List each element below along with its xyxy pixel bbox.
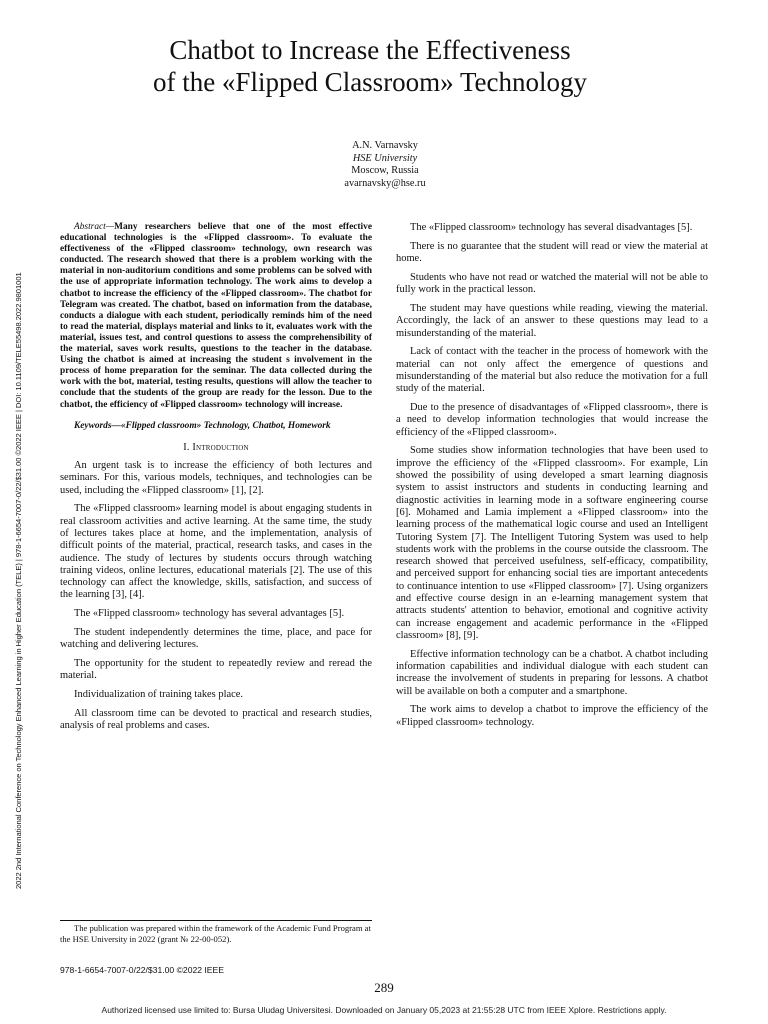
paragraph: The opportunity for the student to repeatedly review and reread the material. <box>60 658 372 682</box>
paragraph: The student independently determines the time, place, and pace for watching and delivering lectures. <box>60 627 372 651</box>
right-column <box>396 222 708 735</box>
paragraph: Individualization of training takes place. <box>74 689 243 701</box>
abstract-lead: Abstract— <box>74 222 115 232</box>
paragraph: The «Flipped classroom» technology has several disadvantages [5]. <box>410 222 693 233</box>
footnote: The publication was prepared within the framework of the Academic Fund Program at the HSE University in 2022 (grant № 22-00-052). <box>60 923 371 944</box>
author-location: Moscow, Russia <box>351 165 419 177</box>
isbn-line: 978-1-6654-7007-0/22/$31.00 ©2022 IEEE <box>60 965 225 975</box>
left-column <box>60 222 372 739</box>
conference-sidebar: 2022 2nd International Conference on Technology Enhanced Learning in Higher Education (TELE) | 978-1-6654-7007-0/22/$31.00 ©2022 IEEE | DOI: 10.1109/TELE55498.2022.9801001 <box>14 272 23 889</box>
paragraph: The work aims to develop a chatbot to improve the efficiency of the «Flipped classroom» technology. <box>396 704 708 728</box>
keywords: Keywords—«Flipped classroom» Technology, Chatbot, Homework <box>74 420 331 431</box>
footnote-divider <box>60 920 372 921</box>
paragraph: Lack of contact with the teacher in the process of homework with the material can not only affect the emergence of questions and misunderstanding of the material but also reduce the motivation for a full study of the material. <box>396 346 708 395</box>
paragraph: Some studies show information technologies that have been used to improve the efficiency of the «Flipped classroom». For example, Lin showed the possibility of using developed a smart learning diagnosis system to assist instructors and students in conducting learning and diagnostic activities in learning mode in a software engineering course [6]. Mohamed and Lamia implement a «Flipped classroom» into the learning process of the mathematical logic course and used an Intelligent Tutoring System [7]. The Intelligent Tutoring System was used to help students work with the problems in the course outside the classroom. The research showed that perceived usefulness, self-efficacy, compatibility, and perceived support for enhancing social ties are important antecedents to continuance intention to use «Flipped classroom» [7]. Using organizers and effective course design in an e-learning management system that attracts students' attention to behavior, emotional and cognitive activity can increase engagement and academic performance in the «Flipped classroom» [8], [9]. <box>396 445 708 641</box>
abstract-text: Many researchers believe that one of the most effective educational technologies is the «Flipped classroom». To evaluate the effectiveness of the «Flipped classroom» technology, own research was conducted. The research showed that there is a problem working with the material in non-auditorium conditions and some problems can be solved with the use of appropriate information technology. The work aims to develop a chatbot to increase the efficiency of the «Flipped classroom». The chatbot for Telegram was created. The chatbot, based on information from the database, conducts a dialogue with each student, periodically reminds him of the need to read the material, displays material and links to it, evaluates work with the material, issues test, and control questions to assess the comprehensibility of the material, saves work results, questions to the teacher in the database. Using the chatbot is aimed at increasing the student s involvement in the process of home preparation for the seminar. The data collected during the work with the bot, material, testing results, questions will allow the teacher to conclude that the students of the group are ready for the lesson. Due to the chatbot, the efficiency of «Flipped classroom» technology will increase. <box>60 222 372 410</box>
paragraph: All classroom time can be devoted to practical and research studies, analysis of real problems and cases. <box>60 708 372 732</box>
paragraph: The student may have questions while reading, viewing the material. Accordingly, the lack of an answer to these questions may lead to a misunderstanding of the material. <box>396 302 708 339</box>
paragraph: Due to the presence of disadvantages of «Flipped classroom», there is a need to develop information technologies that would increase the efficiency of the «Flipped classroom». <box>396 402 708 438</box>
paragraph: The «Flipped classroom» learning model is about engaging students in real classroom activities and active learning. At the same time, the study of lectures takes place at home, and the implementation, analysis of difficult points of the material, practical, research tasks, and cases in the audience. The study of lectures by students occurs through watching training videos, online lectures, educational materials [2]. The use of this technology can affect the knowledge, skills, satisfaction, and success of the learning [3], [4]. <box>60 503 372 601</box>
paragraph: The «Flipped classroom» technology has several advantages [5]. <box>74 608 345 620</box>
section-heading: I. Introduction <box>183 441 249 453</box>
title-line-2: of the «Flipped Classroom» Technology <box>152 67 588 97</box>
author-email[interactable]: avarnavsky@hse.ru <box>344 177 426 189</box>
title-line-1: Chatbot to Increase the Effectiveness <box>169 35 571 65</box>
license-notice: Authorized licensed use limited to: Bursa Uludag Universitesi. Downloaded on January 05,2023 at 21:55:28 UTC from IEEE Xplore. Restrictions apply. <box>101 1005 667 1015</box>
paper-title <box>60 34 680 98</box>
page-number: 289 <box>374 980 394 995</box>
abstract <box>60 222 372 411</box>
author-affiliation: HSE University <box>352 152 418 164</box>
paragraph: Effective information technology can be a chatbot. A chatbot including information capabilities and individual dialogue with each student can increase the involvement of students in preparing for lessons. A chatbot will be available on both a computer and a smartphone. <box>396 648 708 697</box>
paragraph: There is no guarantee that the student will read or view the material at home. <box>396 240 708 265</box>
author-block <box>285 140 485 190</box>
author-name: A.N. Varnavsky <box>352 140 418 151</box>
paragraph: Students who have not read or watched the material will not be able to fully work in the practical lesson. <box>396 271 708 296</box>
paragraph: An urgent task is to increase the efficiency of both lectures and seminars. For this, various models, techniques, and technologies can be used, including the «Flipped classroom» [1], [2]. <box>60 459 372 496</box>
